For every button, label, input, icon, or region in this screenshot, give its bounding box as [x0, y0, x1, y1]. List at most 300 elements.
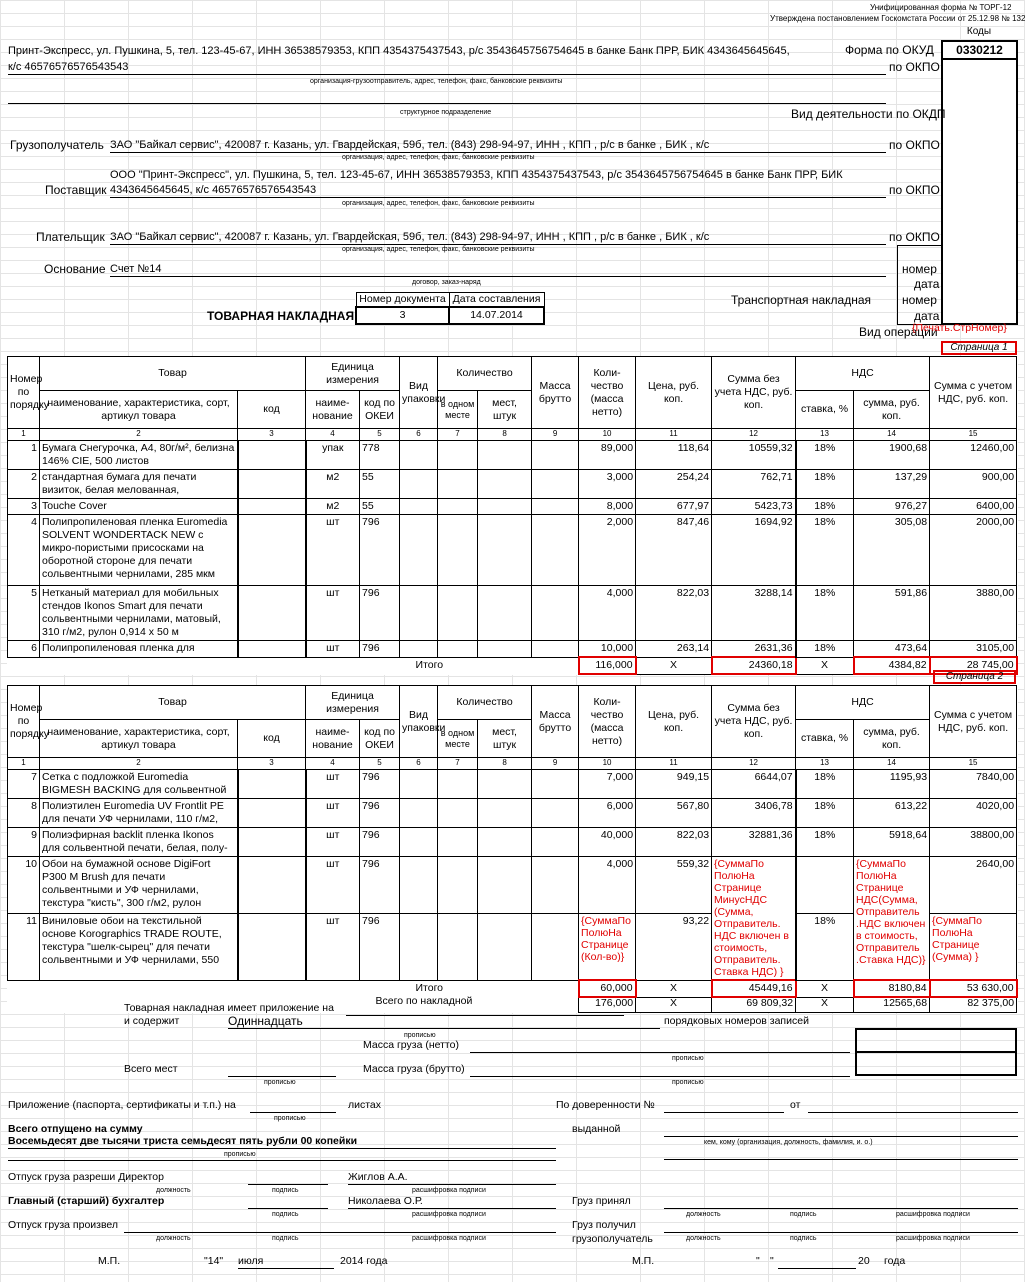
- cell-name: стандартная бумага для печати визиток, белая мелованная,: [40, 470, 238, 499]
- cell-sum: 1694,92: [712, 515, 796, 586]
- date-month: июля: [238, 1255, 334, 1269]
- cell-name: Сетка с подложкой Euromedia BIGMESH BACKING для сольвентной: [40, 770, 238, 799]
- cell-unit: шт: [306, 799, 360, 828]
- mp-1: М.П.: [98, 1255, 121, 1267]
- cell-kod: [238, 799, 306, 828]
- table-row: [8, 799, 1017, 828]
- col-num: 11: [636, 758, 712, 770]
- cell-okei: 55: [360, 499, 400, 515]
- h-unit-okei: код по ОКЕИ: [360, 391, 400, 429]
- h-qty-places: мест, штук: [478, 720, 532, 758]
- page1-label: Страница 1: [941, 341, 1017, 355]
- soderzhit-value: Одиннадцать: [228, 1015, 660, 1029]
- h-unit: Единица измерения: [306, 686, 400, 720]
- okpo-label-1: по ОКПО: [889, 60, 940, 74]
- cell-unit: шт: [306, 770, 360, 799]
- cell-total: 900,00: [930, 470, 1017, 499]
- cell-price: 263,14: [636, 641, 712, 658]
- col-num: 4: [306, 758, 360, 770]
- cell-total: 7840,00: [930, 770, 1017, 799]
- cell-sum: 3406,78: [712, 799, 796, 828]
- cell-mass: [532, 441, 579, 470]
- cell-one: [438, 586, 478, 641]
- cell-total: 2000,00: [930, 515, 1017, 586]
- col-num: 2: [40, 758, 238, 770]
- cell-rate: 18%: [796, 914, 854, 980]
- h-kod: код: [238, 391, 306, 429]
- h-sum-w: Сумма с учетом НДС, руб. коп.: [930, 357, 1017, 429]
- otpusheno-label: Всего отпущено на сумму: [8, 1123, 143, 1135]
- sub-caption: структурное подразделение: [400, 109, 492, 116]
- cell-rate: 18%: [796, 799, 854, 828]
- col-num: 12: [712, 758, 796, 770]
- cell-vid: [400, 914, 438, 980]
- cell-price: 118,64: [636, 441, 712, 470]
- h-qty-one: в одном месте: [438, 391, 478, 429]
- cell-price: 847,46: [636, 515, 712, 586]
- cell-unit: шт: [306, 586, 360, 641]
- cell-unit: шт: [306, 828, 360, 857]
- cell-name: Полиэфирная backlit пленка Ikonos для сольвентной печати, белая, полу-: [40, 828, 238, 857]
- cell-vid: [400, 515, 438, 586]
- shipper-text: Принт-Экспресс, ул. Пушкина, 5, тел. 123-45-67, ИНН 36538579353, КПП 4354375437543, р/с 3543645756754645 в банке Банк ПРР, БИК 4343645645645,: [8, 45, 790, 57]
- print-page-tag: {Печать.СтрНомер}: [912, 322, 1007, 334]
- prilozh-line: [250, 1099, 336, 1113]
- payer-label: Плательщик: [36, 230, 105, 244]
- col-num: 10: [579, 758, 636, 770]
- cell-unit: шт: [306, 914, 360, 980]
- basis-caption: договор, заказ-наряд: [412, 279, 481, 286]
- cell-unit: м2: [306, 499, 360, 515]
- table-row: [8, 499, 1017, 515]
- osn-data: дата: [914, 277, 940, 291]
- vsego-mest-label: Всего мест: [124, 1063, 178, 1075]
- cell-name: Обои на бумажной основе DigiFort P300 M Brush для печати сольвентными и УФ чернилами, текстура "кисть", 300 г/м2, рулон: [40, 857, 238, 914]
- cell-n: 4: [8, 515, 40, 586]
- cell-qty: 10,000: [579, 641, 636, 658]
- cell-kod: [238, 857, 306, 914]
- cell-mass: [532, 770, 579, 799]
- itogo-qty-2: 60,000: [579, 980, 636, 997]
- col-num: 3: [238, 429, 306, 441]
- cell-vid: [400, 499, 438, 515]
- okdp-label: Вид деятельности по ОКДП: [791, 107, 946, 121]
- proizvel-line: [124, 1219, 556, 1233]
- cell-kod: [238, 470, 306, 499]
- prilozh-label: Приложение (паспорта, сертификаты и т.п.) на: [8, 1099, 236, 1111]
- table-row: [8, 515, 1017, 586]
- cell-nds: 591,86: [854, 586, 930, 641]
- cell-total: 38800,00: [930, 828, 1017, 857]
- razresh-sign-line: [248, 1171, 328, 1185]
- buh-sign-line: [248, 1195, 328, 1209]
- cell-okei: 796: [360, 770, 400, 799]
- cell-rate: 18%: [796, 586, 854, 641]
- h-nds-sum: сумма, руб. коп.: [854, 391, 930, 429]
- col-num: 8: [478, 429, 532, 441]
- okud-value: 0330212: [941, 40, 1018, 60]
- cell-mass: [532, 586, 579, 641]
- buh-label: Главный (старший) бухгалтер: [8, 1195, 165, 1207]
- dolzhnost-4: должность: [156, 1235, 191, 1242]
- col-num: 12: [712, 429, 796, 441]
- col-num: 6: [400, 429, 438, 441]
- cell-qty: 7,000: [579, 770, 636, 799]
- col-num: 14: [854, 758, 930, 770]
- vsego-mest-line: [228, 1063, 336, 1077]
- doc-num-label: Номер документа: [356, 293, 449, 308]
- buh-name: Николаева О.Р.: [348, 1195, 556, 1209]
- itogo-sum: 24360,18: [712, 657, 796, 674]
- okpo-label-3: по ОКПО: [889, 183, 940, 197]
- goods-table-page1: [7, 356, 1018, 675]
- cell-places: [478, 828, 532, 857]
- vsego-nds: 12565,68: [854, 997, 930, 1012]
- cell-vid: [400, 586, 438, 641]
- cell-unit: шт: [306, 641, 360, 658]
- okud-label: Форма по ОКУД: [845, 43, 934, 57]
- cell-price: 93,22: [636, 914, 712, 980]
- podpis-1: подпись: [272, 1187, 299, 1194]
- cell-rate: 18%: [796, 499, 854, 515]
- table-row: [8, 857, 1017, 914]
- cell-vid: [400, 857, 438, 914]
- itogo-total: 28 745,00: [930, 657, 1017, 674]
- propisyu-4: прописью: [672, 1079, 704, 1086]
- cell-rate: 18%: [796, 641, 854, 658]
- h-mass: Масса брутто: [532, 686, 579, 758]
- cell-nds: 473,64: [854, 641, 930, 658]
- cell-sum: 2631,36: [712, 641, 796, 658]
- cell-mass: [532, 499, 579, 515]
- h-kod: код: [238, 720, 306, 758]
- col-num: 14: [854, 429, 930, 441]
- col-num: 7: [438, 429, 478, 441]
- otpusk-razresh-label: Отпуск груза разреши Директор: [8, 1171, 164, 1183]
- page2-label: Страница 2: [933, 670, 1016, 684]
- itogo-row: [8, 657, 1017, 674]
- col-num: 5: [360, 429, 400, 441]
- cell-places: [478, 799, 532, 828]
- itogo-qty: 116,000: [579, 657, 636, 674]
- cell-mass: [532, 914, 579, 980]
- cell-sum-formula: {СуммаПо ПолюНа Странице МинусНДС (Сумма, Отправитель. НДС включен в стоимость, Отправитель. Ставка НДС) }: [712, 857, 796, 981]
- cell-places: [478, 499, 532, 515]
- cell-mass: [532, 470, 579, 499]
- cell-qty: 4,000: [579, 586, 636, 641]
- consignee-text: ЗАО "Байкал сервис", 420087 г. Казань, ул. Гвардейская, 59б, тел. (843) 298-94-97, ИНН , КПП , р/с в банке , БИК , к/с: [110, 139, 886, 153]
- cell-one: [438, 770, 478, 799]
- cell-sum: 32881,36: [712, 828, 796, 857]
- codes-header: Коды: [966, 26, 992, 37]
- osn-nomer: номер: [902, 262, 937, 276]
- h-num: Номер по порядку: [8, 686, 40, 758]
- cell-rate: 18%: [796, 770, 854, 799]
- cell-sum: 10559,32: [712, 441, 796, 470]
- cell-nds: 976,27: [854, 499, 930, 515]
- cell-one: [438, 914, 478, 980]
- table-row: [8, 770, 1017, 799]
- cell-places: [478, 586, 532, 641]
- cell-one: [438, 641, 478, 658]
- cell-vid: [400, 770, 438, 799]
- col-num: 15: [930, 758, 1017, 770]
- h-nds: НДС: [796, 357, 930, 391]
- basis-label: Основание: [44, 262, 106, 276]
- itogo-x2: Х: [796, 980, 854, 997]
- year-20: 20: [858, 1255, 870, 1267]
- h-sum-wo: Сумма без учета НДС, руб. коп.: [712, 686, 796, 758]
- cell-one: [438, 499, 478, 515]
- cell-one: [438, 828, 478, 857]
- propisyu-2: прописью: [672, 1055, 704, 1062]
- cell-total: 3105,00: [930, 641, 1017, 658]
- otpusheno-sum: Восемьдесят две тысячи триста семьдесят пять рубли 00 копейки: [8, 1135, 556, 1149]
- itogo-x2: Х: [796, 657, 854, 674]
- cell-n: 8: [8, 799, 40, 828]
- cell-sum: 762,71: [712, 470, 796, 499]
- poluchil-line: [664, 1219, 1018, 1233]
- gruz-prinyal-label: Груз принял: [572, 1195, 631, 1207]
- cell-one: [438, 857, 478, 914]
- h-price: Цена, руб. коп.: [636, 686, 712, 758]
- col-num: 1: [8, 758, 40, 770]
- col-num: 15: [930, 429, 1017, 441]
- cell-qty: 2,000: [579, 515, 636, 586]
- cell-sum: 3288,14: [712, 586, 796, 641]
- table-row: [8, 441, 1017, 470]
- ot-label: от: [790, 1099, 801, 1111]
- supplier-text: ООО "Принт-Экспресс", ул. Пушкина, 5, тел. 123-45-67, ИНН 36538579353, КПП 4354375437543, р/с 3543645756754645 в банке Банк ПРР, БИК: [110, 169, 843, 181]
- h-nds: НДС: [796, 686, 930, 720]
- cell-n: 9: [8, 828, 40, 857]
- h-unit: Единица измерения: [306, 357, 400, 391]
- h-num: Номер по порядку: [8, 357, 40, 429]
- shipper-caption: организация-грузоотправитель, адрес, телефон, факс, банковские реквизиты: [310, 78, 563, 85]
- h-name: наименование, характеристика, сорт, артикул товара: [40, 391, 238, 429]
- soderzhit-label: и содержит: [124, 1015, 180, 1027]
- rasshifrovka-2: расшифровка подписи: [412, 1211, 486, 1218]
- doc-number: 3: [356, 307, 449, 324]
- cell-n: 6: [8, 641, 40, 658]
- app-text: Товарная накладная имеет приложение на: [124, 1002, 334, 1014]
- vsego-qty: 176,000: [579, 997, 636, 1012]
- podpis-3: подпись: [790, 1211, 817, 1218]
- table-row: [8, 470, 1017, 499]
- mp-2: М.П.: [632, 1255, 655, 1267]
- h-tovar: Товар: [40, 686, 306, 720]
- cell-total: 3880,00: [930, 586, 1017, 641]
- cell-places: [478, 515, 532, 586]
- doc-title: ТОВАРНАЯ НАКЛАДНАЯ: [207, 309, 355, 323]
- sub-line: [8, 90, 886, 104]
- cell-qty: 40,000: [579, 828, 636, 857]
- cell-price: 677,97: [636, 499, 712, 515]
- propisyu-5: прописью: [274, 1115, 306, 1122]
- dolzhnost-3: должность: [686, 1211, 721, 1218]
- doc-number-table: [355, 292, 545, 325]
- cell-nds: 1195,93: [854, 770, 930, 799]
- cell-name: Touche Cover: [40, 499, 238, 515]
- cell-name: Полиэтилен Euromedia UV Frontlit PE для печати УФ чернилами, 110 г/м2,: [40, 799, 238, 828]
- cell-unit: шт: [306, 515, 360, 586]
- records-label: порядковых номеров записей: [664, 1015, 809, 1027]
- tn-nomer: номер: [902, 293, 937, 307]
- cell-mass: [532, 828, 579, 857]
- transport-label: Транспортная накладная: [731, 293, 872, 307]
- col-num: 7: [438, 758, 478, 770]
- cell-total: 2640,00: [930, 857, 1017, 914]
- payer-text: ЗАО "Байкал сервис", 420087 г. Казань, ул. Гвардейская, 59б, тел. (843) 298-94-97, ИНН , КПП , р/с в банке , БИК , к/с: [110, 231, 886, 245]
- propisyu-6: прописью: [224, 1151, 256, 1158]
- cell-price: 822,03: [636, 586, 712, 641]
- rasshifrovka-4: расшифровка подписи: [412, 1235, 486, 1242]
- vsego-x: Х: [636, 997, 712, 1012]
- col-num: 8: [478, 758, 532, 770]
- tn-data: дата: [914, 309, 940, 323]
- date-year: 2014 года: [340, 1255, 388, 1267]
- h-qty-places: мест, штук: [478, 391, 532, 429]
- itogo-sum-2: 45449,16: [712, 980, 796, 997]
- vydannoy-line-2: [664, 1146, 1018, 1160]
- cell-n: 7: [8, 770, 40, 799]
- cell-rate: 18%: [796, 470, 854, 499]
- cell-okei: 796: [360, 515, 400, 586]
- mass-net-line: [470, 1039, 850, 1053]
- h-mass: Масса брутто: [532, 357, 579, 429]
- cell-sum: 5423,73: [712, 499, 796, 515]
- cell-nds-formula: {СуммаПо ПолюНа Странице НДС(Сумма, Отправитель .НДС включен в стоимость, Отправитель .Ставка НДС)}: [854, 857, 930, 981]
- okpo-label-2: по ОКПО: [889, 138, 940, 152]
- gruzopoluchatel-label: грузополучатель: [572, 1233, 653, 1245]
- h-tovar: Товар: [40, 357, 306, 391]
- cell-one: [438, 799, 478, 828]
- doc-date-label: Дата составления: [449, 293, 544, 308]
- cell-kod: [238, 914, 306, 980]
- cell-one: [438, 515, 478, 586]
- cell-okei: 796: [360, 799, 400, 828]
- vsego-label: Всего по накладной: [375, 995, 473, 1007]
- razresh-name: Жиглов А.А.: [348, 1171, 556, 1185]
- cell-rate: 18%: [796, 828, 854, 857]
- cell-nds: 1900,68: [854, 441, 930, 470]
- cell-nds: 137,29: [854, 470, 930, 499]
- vydannoy-line: [664, 1123, 1018, 1137]
- cell-unit: упак: [306, 441, 360, 470]
- h-nds-sum: сумма, руб. коп.: [854, 720, 930, 758]
- dolzhnost-5: должность: [686, 1235, 721, 1242]
- vydannoy-label: выданной: [572, 1123, 621, 1135]
- h-kolvo: Коли-чество (масса нетто): [579, 357, 636, 429]
- basis-text: Счет №14: [110, 263, 886, 277]
- cell-unit: шт: [306, 857, 360, 914]
- cell-places: [478, 441, 532, 470]
- doverennost-line: [664, 1099, 784, 1113]
- app-line: [346, 1002, 624, 1016]
- cell-kod: [238, 499, 306, 515]
- vsego-sum: 69 809,32: [712, 997, 796, 1012]
- h-rate: ставка, %: [796, 391, 854, 429]
- cell-okei: 55: [360, 470, 400, 499]
- ot-line: [808, 1099, 1018, 1113]
- listah-label: листах: [348, 1099, 382, 1111]
- h-qty: Количество: [438, 357, 532, 391]
- vid-oper-label: Вид операции: [859, 325, 938, 339]
- form-approval: Утверждена постановлением Госкомстата России от 25.12.98 № 132: [770, 14, 1025, 23]
- supplier-caption: организация, адрес, телефон, факс, банковские реквизиты: [342, 200, 535, 207]
- h-rate: ставка, %: [796, 720, 854, 758]
- shipper-line: [8, 61, 886, 75]
- quote-close: ": [770, 1255, 774, 1267]
- col-num: 13: [796, 429, 854, 441]
- otpusheno-line-2: [8, 1147, 556, 1161]
- mass-brut-line: [470, 1063, 850, 1077]
- cell-total-formula: {СуммаПо ПолюНа Странице (Сумма) }: [930, 914, 1017, 980]
- cell-places: [478, 470, 532, 499]
- cell-mass: [532, 799, 579, 828]
- cell-sum: 6644,07: [712, 770, 796, 799]
- itogo-total-2: 53 630,00: [930, 980, 1017, 997]
- consignee-caption: организация, адрес, телефон, факс, банковские реквизиты: [342, 154, 535, 161]
- cell-total: 4020,00: [930, 799, 1017, 828]
- cell-kod: [238, 586, 306, 641]
- cell-n: 3: [8, 499, 40, 515]
- consignee-label: Грузополучатель: [10, 138, 104, 152]
- dolzhnost-1: должность: [156, 1187, 191, 1194]
- h-sum-wo: Сумма без учета НДС, руб. коп.: [712, 357, 796, 429]
- h-unit-okei: код по ОКЕИ: [360, 720, 400, 758]
- cell-name: Виниловые обои на текстильной основе Korographics TRADE ROUTE, текстура "шелк-сырец" для печати сольвентными и УФ чернилами, 550: [40, 914, 238, 980]
- cell-name: Бумага Снегурочка, А4, 80г/м², белизна 146% CIE, 500 листов: [40, 441, 238, 470]
- shipper-text-2: к/с 46576576576543543: [8, 61, 129, 73]
- cell-unit: м2: [306, 470, 360, 499]
- h-unit-name: наиме-нование: [306, 720, 360, 758]
- cell-name: Полипропиленовая пленка Euromedia SOLVENT WONDERTACK NEW с микро-пористыми присосками на оборотной стороне для печати сольвентными чернилами, 285 мкм: [40, 515, 238, 586]
- cell-n: 10: [8, 857, 40, 914]
- goods-table-page2: [7, 685, 1018, 1013]
- doverennost-label: По доверенности №: [556, 1099, 655, 1111]
- rasshifrovka-5: расшифровка подписи: [896, 1235, 970, 1242]
- cell-okei: 796: [360, 641, 400, 658]
- cell-total: 12460,00: [930, 441, 1017, 470]
- cell-price: 559,32: [636, 857, 712, 914]
- codes-box: [941, 40, 1018, 325]
- cell-n: 5: [8, 586, 40, 641]
- col-num: 13: [796, 758, 854, 770]
- otpusk-proizvel-label: Отпуск груза произвел: [8, 1219, 119, 1231]
- cell-name: Нетканый материал для мобильных стендов Ikonos Smart для печати сольвентными чернилами, матовый, 310 г/м2, рулон 0,914 х 50 м: [40, 586, 238, 641]
- cell-qty: 8,000: [579, 499, 636, 515]
- supplier-text-2: 4343645645645, к/с 46576576576543543: [110, 184, 886, 198]
- mass-divider: [855, 1051, 1017, 1053]
- cell-price: 254,24: [636, 470, 712, 499]
- cell-mass: [532, 515, 579, 586]
- quote-open: ": [756, 1255, 760, 1267]
- month-line-2: [778, 1255, 856, 1269]
- h-sum-w: Сумма с учетом НДС, руб. коп.: [930, 686, 1017, 758]
- col-num: 6: [400, 758, 438, 770]
- cell-vid: [400, 470, 438, 499]
- cell-nds: 613,22: [854, 799, 930, 828]
- mass-brut-label: Масса груза (брутто): [363, 1063, 465, 1075]
- vsego-total: 82 375,00: [930, 997, 1017, 1012]
- cell-kod: [238, 441, 306, 470]
- vydannoy-caption: кем, кому (организация, должность, фамилия, и. о.): [704, 1139, 873, 1146]
- cell-rate: [796, 857, 854, 914]
- h-kolvo: Коли-чество (масса нетто): [579, 686, 636, 758]
- cell-price: 822,03: [636, 828, 712, 857]
- cell-price: 567,80: [636, 799, 712, 828]
